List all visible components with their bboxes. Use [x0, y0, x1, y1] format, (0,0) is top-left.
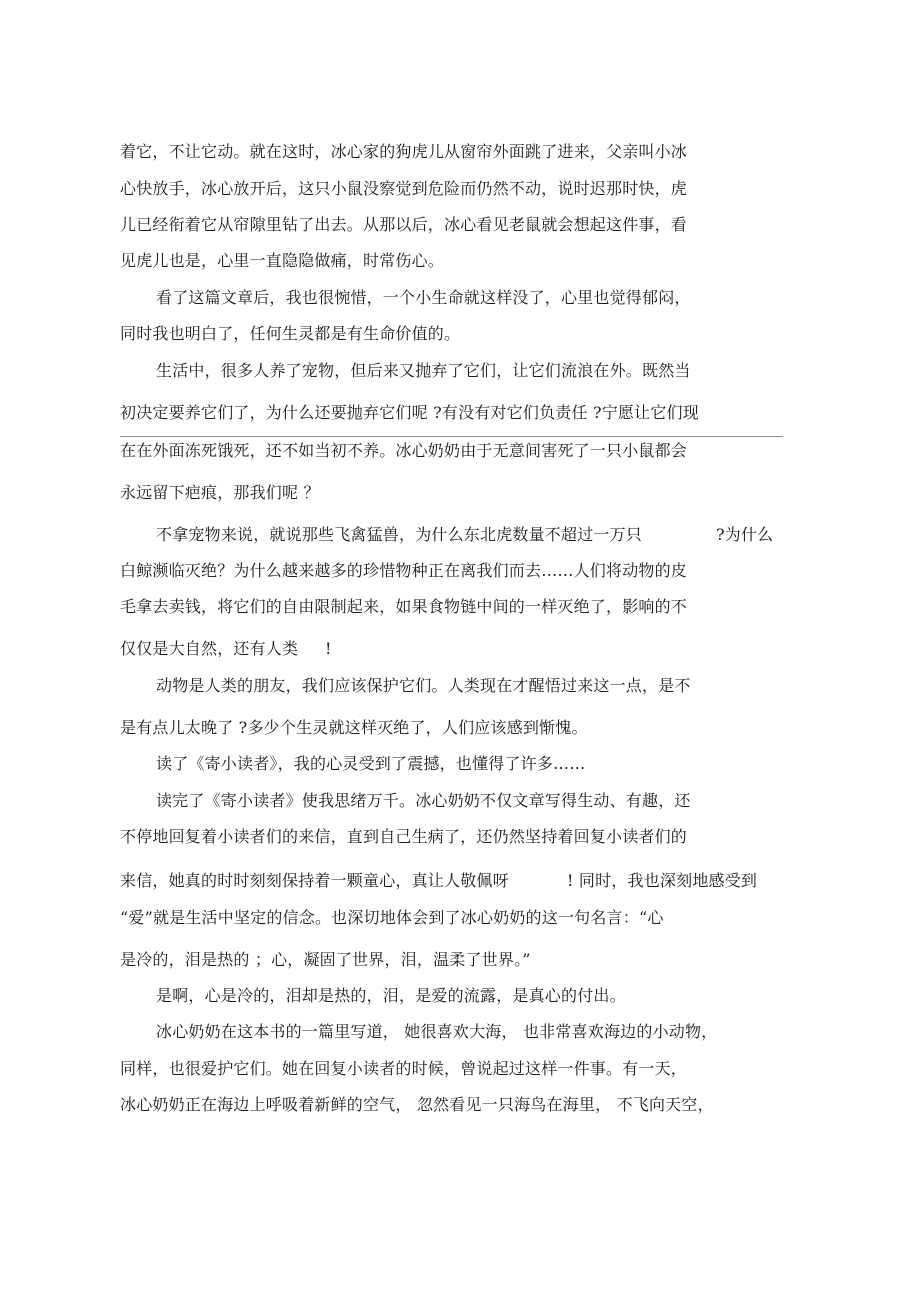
text-line-20-tail: ! 同时，我也深刻地感受到: [567, 871, 758, 890]
text-line-22: 是冷的，泪是热的 ；心，凝固了世界，泪，温柔了世界。”: [120, 950, 531, 969]
text-line-14: 仅仅是大自然，还有人类: [120, 639, 299, 658]
text-line-11-tail: ?为什么: [716, 525, 774, 544]
text-line-13: 毛拿去卖钱，将它们的自由限制起来，如果食物链中间的一样灭绝了，影响的不: [120, 597, 688, 616]
text-line-6: 同时我也明白了，任何生灵都是有生命价值的。: [120, 324, 461, 343]
text-line-4: 见虎儿也是，心里一直隐隐做痛，时常伤心。: [120, 251, 445, 270]
text-line-14-tail: !: [325, 639, 332, 658]
text-line-26: 冰心奶奶正在海边上呼吸着新鲜的空气， 忽然看见一只海鸟在海里， 不飞向天空，: [120, 1095, 714, 1114]
text-line-1: 着它，不让它动。就在这时，冰心家的狗虎儿从窗帘外面跳了进来，父亲叫小冰: [120, 142, 688, 161]
text-line-8: 初决定要养它们了，为什么还要抛弃它们呢 ?有没有对它们负责任 ?宁愿让它们现: [120, 403, 699, 422]
text-line-24: 冰心奶奶在这本书的一篇里写道， 她很喜欢大海， 也非常喜欢海边的小动物，: [156, 1022, 718, 1041]
text-line-11: 不拿宠物来说，就说那些飞禽猛兽，为什么东北虎数量不超过一万只: [156, 525, 643, 544]
horizontal-rule: [120, 436, 783, 437]
text-line-9: 在在外面冻死饿死，还不如当初不养。冰心奶奶由于无意间害死了一只小鼠都会: [120, 441, 688, 460]
text-line-17: 读了《寄小读者》，我的心灵受到了震撼，也懂得了许多……: [156, 754, 586, 773]
text-line-15: 动物是人类的朋友，我们应该保护它们。人类现在才醒悟过来这一点，是不: [156, 676, 691, 695]
text-line-25: 同样，也很爱护它们。她在回复小读者的时候，曾说起过这样一件事。有一天，: [120, 1059, 688, 1078]
text-line-23: 是啊，心是冷的，泪却是热的，泪，是爱的流露，是真心的付出。: [156, 986, 626, 1005]
text-line-3: 儿已经衔着它从帘隙里钻了出去。从那以后，冰心看见老鼠就会想起这件事，看: [120, 215, 688, 234]
text-line-12: 白鲸濒临灭绝？为什么越来越多的珍惜物种正在离我们而去……人们将动物的皮: [120, 561, 688, 580]
text-line-10: 永远留下疤痕，那我们呢 ？: [120, 483, 320, 502]
text-line-19: 不停地回复着小读者们的来信，直到自己生病了，还仍然坚持着回复小读者们的: [120, 827, 688, 846]
text-line-20: 来信，她真的时时刻刻保持着一颗童心，真让人敬佩呀: [120, 871, 509, 890]
text-line-18: 读完了《寄小读者》使我思绪万千。冰心奶奶不仅文章写得生动、有趣，还: [156, 791, 691, 810]
text-line-16: 是有点儿太晚了 ?多少个生灵就这样灭绝了，人们应该感到惭愧。: [120, 718, 588, 737]
text-line-5: 看了这篇文章后，我也很惋惜，一个小生命就这样没了，心里也觉得郁闷，: [156, 288, 691, 307]
text-line-21: “爱”就是生活中坚定的信念。也深切地体会到了冰心奶奶的这一句名言：“心: [120, 908, 664, 927]
text-line-2: 心快放手，冰心放开后，这只小鼠没察觉到危险而仍然不动，说时迟那时快，虎: [120, 179, 688, 198]
text-line-7: 生活中，很多人养了宠物，但后来又抛弃了它们，让它们流浪在外。既然当: [156, 361, 691, 380]
